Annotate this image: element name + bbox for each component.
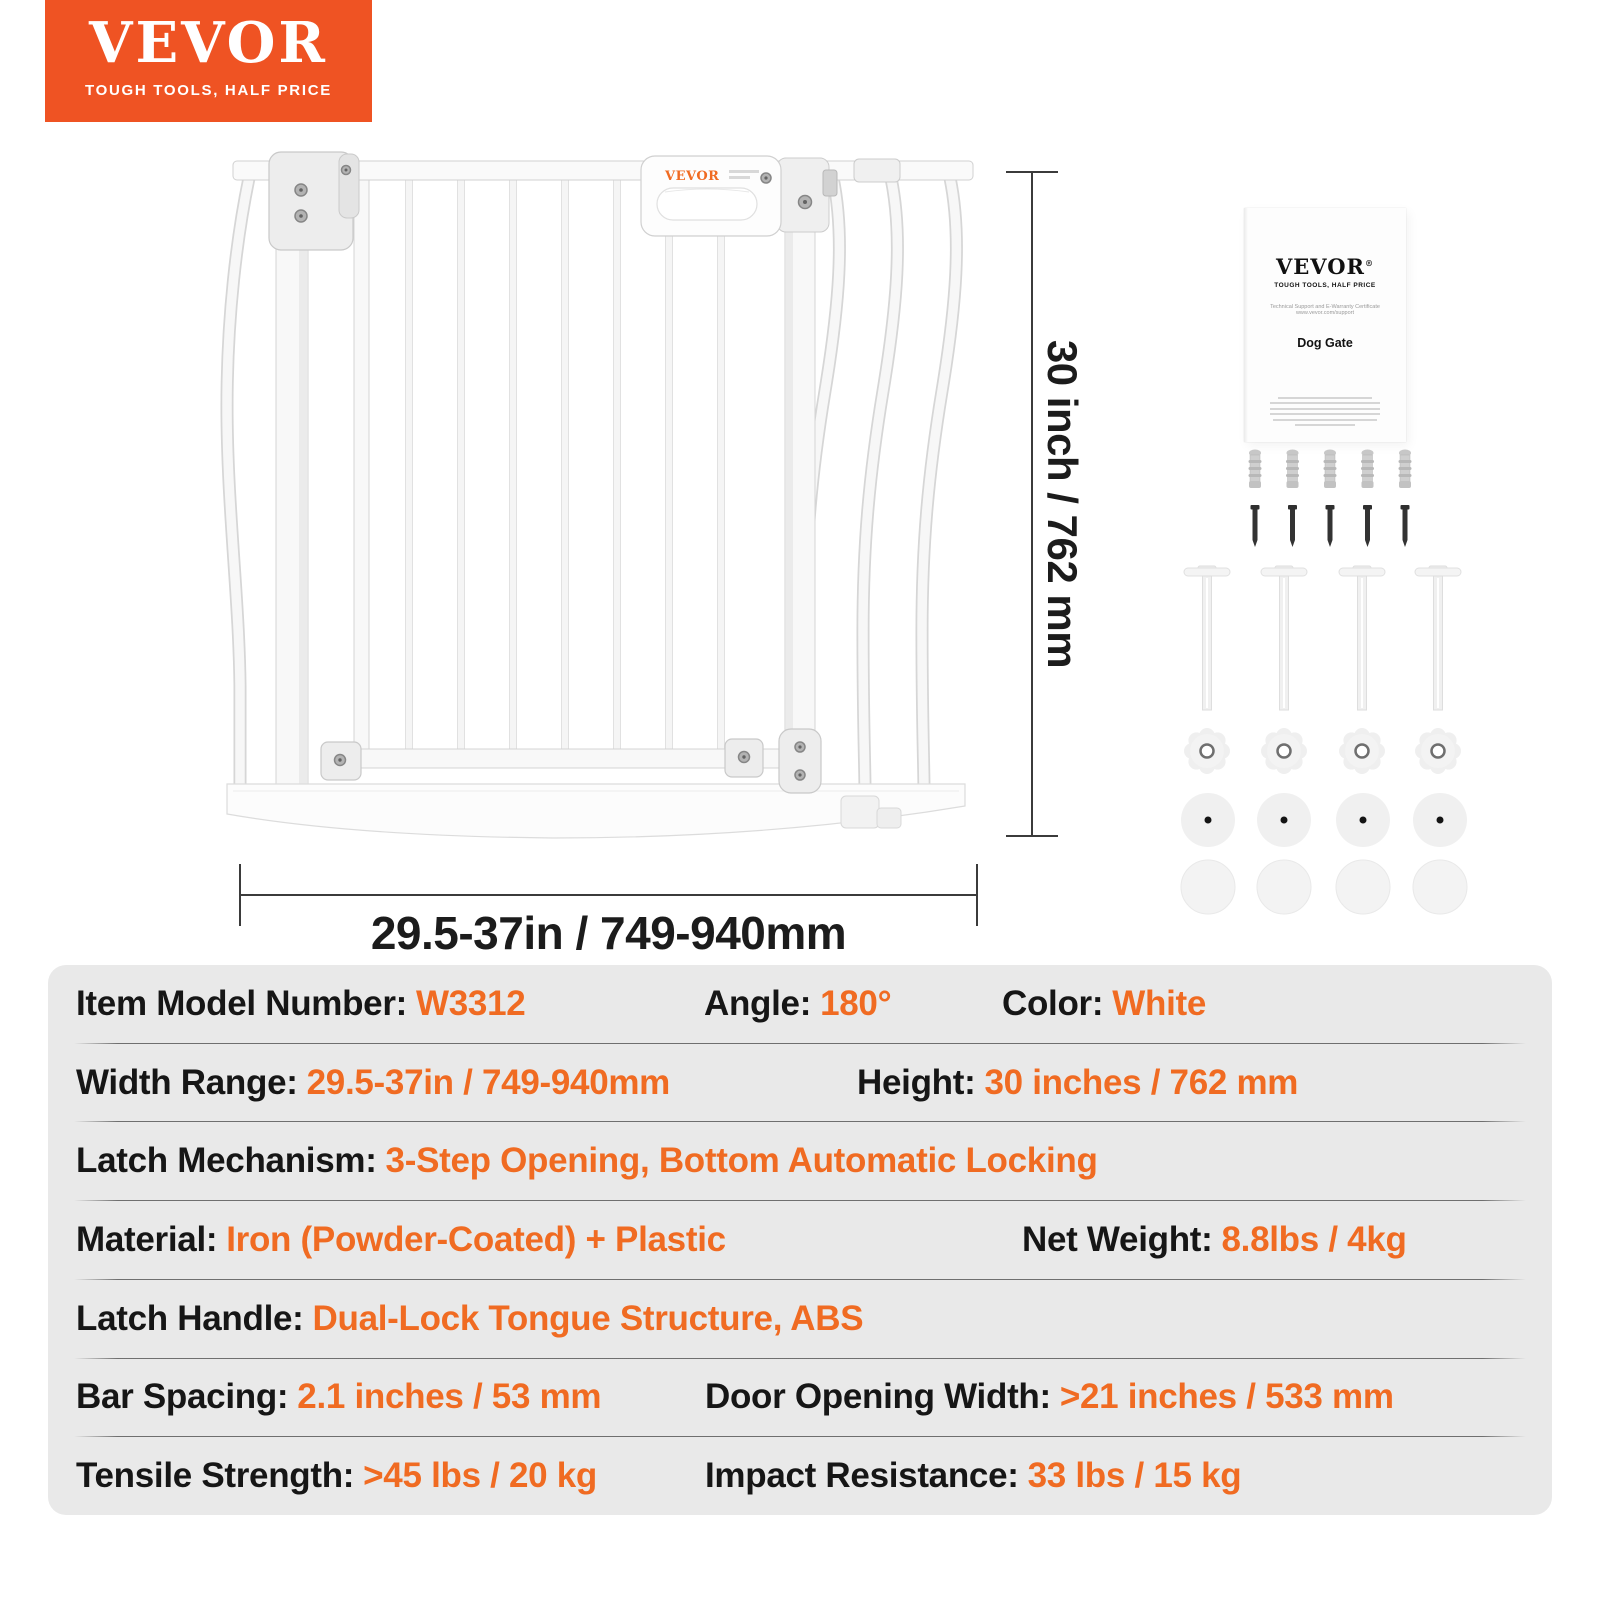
- spec-row-material: [48, 1201, 1552, 1279]
- spec-value: 30 inches / 762 mm: [984, 1062, 1299, 1102]
- spec-value: Dual-Lock Tongue Structure, ABS: [312, 1298, 864, 1338]
- spec-value: 29.5-37in / 749-940mm: [306, 1062, 670, 1102]
- extension-bar-left: [227, 178, 249, 792]
- manual-tagline: TOUGH TOOLS, HALF PRICE: [1274, 282, 1376, 289]
- spec-value: Iron (Powder-Coated) + Plastic: [226, 1220, 726, 1260]
- mounting-hardware: [1150, 440, 1480, 930]
- manual-brand: VEVOR®: [1276, 254, 1374, 279]
- manual-support-line: Technical Support and E-Warranty Certificate www.vevor.com/support: [1270, 304, 1380, 316]
- spec-value: 33 lbs / 15 kg: [1027, 1456, 1242, 1496]
- spec-row-latch-mechanism: [48, 1122, 1552, 1200]
- manual-fine-print: [1260, 393, 1390, 430]
- spec-value: 180°: [820, 983, 892, 1023]
- spec-label: Angle:: [704, 983, 812, 1023]
- spec-row-model: [48, 965, 1552, 1043]
- brand-name: VEVOR: [89, 10, 328, 76]
- wall-cup-hole-icons: [1181, 793, 1467, 847]
- manual-title: Dog Gate: [1297, 336, 1353, 350]
- spec-label: Width Range:: [76, 1062, 298, 1102]
- spec-label: Net Weight:: [1022, 1220, 1213, 1260]
- brand-tagline: TOUGH TOOLS, HALF PRICE: [85, 82, 332, 99]
- height-dimension-label: 30 inch / 762 mm: [1039, 339, 1086, 669]
- width-dimension-label: 29.5-37in / 749-940mm: [370, 907, 847, 959]
- base-plate: [227, 784, 965, 838]
- spec-label: Latch Handle:: [76, 1298, 304, 1338]
- spec-row-width-height: [48, 1044, 1552, 1122]
- spec-value: >45 lbs / 20 kg: [363, 1456, 598, 1496]
- wall-cup-plain-icons: [1181, 860, 1467, 914]
- brand-logo: [45, 0, 372, 122]
- spec-row-bar-spacing: [48, 1359, 1552, 1437]
- handle-brand-text: VEVOR: [665, 169, 720, 184]
- screw-icons: [1251, 505, 1410, 547]
- spec-value: White: [1112, 983, 1207, 1023]
- knob-nut-icons: [1184, 728, 1461, 774]
- spec-label: Impact Resistance:: [705, 1456, 1019, 1496]
- gate-illustration: [213, 146, 979, 848]
- spec-label: Material:: [76, 1220, 218, 1260]
- spec-label: Height:: [857, 1062, 976, 1102]
- spec-row-strength: [48, 1437, 1552, 1515]
- tension-rod-icons: [1184, 566, 1461, 710]
- spec-label: Bar Spacing:: [76, 1377, 289, 1417]
- spec-label: Color:: [1002, 983, 1104, 1023]
- door-bars: [354, 176, 725, 768]
- wall-anchor-icons: [1249, 450, 1412, 489]
- spec-row-latch-handle: [48, 1280, 1552, 1358]
- latch-handle: [641, 156, 837, 236]
- spec-table: [48, 965, 1552, 1515]
- spec-value: 3-Step Opening, Bottom Automatic Locking: [385, 1141, 1098, 1181]
- spec-value: 8.8lbs / 4kg: [1221, 1220, 1407, 1260]
- spec-value: >21 inches / 533 mm: [1059, 1377, 1394, 1417]
- spec-value: 2.1 inches / 53 mm: [297, 1377, 602, 1417]
- spec-label: Latch Mechanism:: [76, 1141, 377, 1181]
- extension-bars-right: [805, 178, 956, 792]
- spec-value: W3312: [416, 983, 526, 1023]
- manual-booklet: [1244, 208, 1406, 442]
- spec-label: Door Opening Width:: [705, 1377, 1051, 1417]
- spec-label: Item Model Number:: [76, 983, 408, 1023]
- spec-label: Tensile Strength:: [76, 1456, 355, 1496]
- right-wall-post: [785, 161, 815, 806]
- left-wall-post: [276, 163, 308, 805]
- hinge-bracket: [269, 152, 359, 250]
